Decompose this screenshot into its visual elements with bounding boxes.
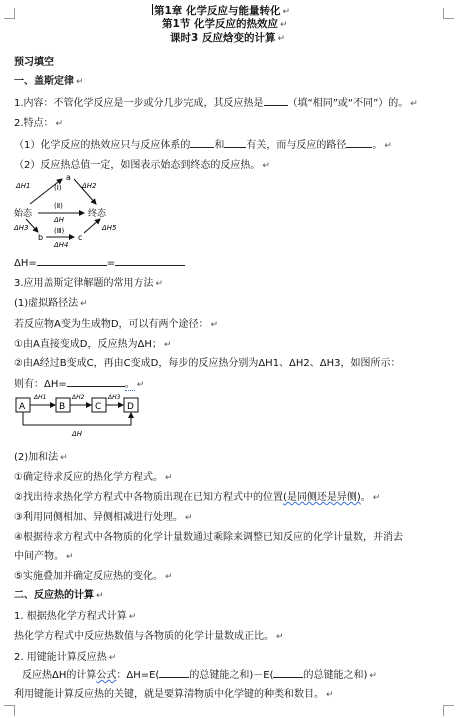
section-title: 第1节 化学反应的热效应 ↵ [162,18,288,30]
calc-item-1-desc: 热化学方程式中反应热数值与各物质的化学计量数成正比。 ↵ [14,631,284,642]
start-state-label: 始态 [14,209,33,219]
dh3-label: ΔH3 [14,224,29,232]
virtual-path-heading: (1)虚拟路径法 ↵ [14,298,88,309]
text-cursor [152,4,153,15]
crop-mark-bottom-right [443,705,454,716]
answer-blank[interactable] [264,96,288,106]
crop-mark-bottom-left [4,705,15,716]
sum-step-3: ③利用同侧相加、异侧相减进行处理。 ↵ [14,512,193,523]
dh-label: ΔH [54,216,65,224]
node-c-label: C [95,402,102,412]
feature-1: （1）化学反应的热效应只与反应体系的 和 有关，而与反应的路径 。 ↵ [14,140,392,151]
answer-blank[interactable] [224,138,246,148]
part2-heading: 二、反应热的计算 ↵ [14,590,104,601]
path-indirect: ②由A经过B变成C，再由C变成D，每步的反应热分别为ΔH1、ΔH2、ΔH3，如图所示： [14,358,401,369]
abcd-dh1-label: ΔH1 [34,394,47,401]
node-c-label: c [78,233,83,242]
abcd-dh3-label: ΔH3 [108,394,121,401]
node-b-label: B [59,402,66,412]
dh5-label: ΔH5 [102,224,117,232]
answer-blank[interactable] [159,668,189,678]
paragraph-mark: ↵ [279,20,288,30]
calc-item-1: 1. 根据热化学方程式计算 ↵ [14,611,137,622]
answer-blank[interactable] [346,138,372,148]
abcd-dh2-label: ΔH2 [72,394,85,401]
reaction-path-diagram [12,172,132,250]
route-2-label: (Ⅱ) [54,202,63,210]
answer-blank[interactable] [115,256,185,266]
method-title: 3.应用盖斯定律解题的常用方法 ↵ [14,278,164,289]
answer-blank[interactable] [37,256,107,266]
sum-method-heading: (2)加和法 ↵ [14,452,68,463]
chapter-title: 第1章 化学反应与能量转化 ↵ [154,5,291,17]
sum-step-4: ④根据待求方程式中各物质的化学计量数通过乘除来调整已知反应的化学计量数，并消去 [14,532,403,543]
dh4-label: ΔH4 [54,241,69,249]
feature-2: （2）反应热总值一定，如图表示始态到终态的反应热。 ↵ [14,160,270,171]
arrow-c-to-end [84,219,100,233]
gaisi-content: 1.内容：不管化学反应是一步或分几步完成，其反应热是 （填“相同”或“不同”）的。 ↵ [14,98,418,109]
route-1-label: (Ⅰ) [54,184,62,192]
abcd-path-diagram [12,392,142,440]
sum-step-4-cont: 中间产物。 ↵ [14,551,74,562]
arrow-a-to-d [23,412,131,425]
path-equation: 则有：ΔH= 。 ↵ [14,379,145,390]
paragraph-mark: ↵ [277,34,286,44]
node-d-label: D [127,402,134,412]
sum-step-1: ①确定待求反应的热化学方程式。 ↵ [14,472,173,483]
bond-energy-note: 利用键能计算反应热的关键，就是要算清物质中化学键的种类和数目。 ↵ [14,689,334,700]
node-a-label: a [66,173,71,182]
answer-blank[interactable] [67,377,125,387]
virtual-path-desc: 若反应物A变为生成物D，可以有两个途径： ↵ [14,319,219,330]
preview-heading: 预习填空 [14,57,54,68]
crop-mark-top-right [443,8,454,19]
node-b-label: b [38,233,44,242]
dh2-label: ΔH2 [82,182,97,190]
paragraph-mark: ↵ [282,7,291,17]
end-state-label: 终态 [88,209,107,219]
node-a-label: A [19,402,26,412]
features-label: 2.特点： ↵ [14,118,64,129]
part1-heading: 一、盖斯定律 ↵ [14,76,84,87]
delta-h-equation: ΔH= = [14,256,185,270]
answer-blank[interactable] [273,668,303,678]
crop-mark-top-left [4,8,15,19]
path-direct: ①由A直接变成D，反应热为ΔH； ↵ [14,339,172,350]
bond-energy-formula: 反应热ΔH的计算公式：ΔH=E( 的总键能之和)－E( 的总键能之和) ↵ [22,670,377,681]
route-3-label: (Ⅲ) [54,227,65,235]
abcd-dh-label: ΔH [72,430,83,438]
sum-step-5: ⑤实施叠加并确定反应热的变化。 ↵ [14,571,173,582]
calc-item-2: 2. 用键能计算反应热 ↵ [14,652,117,663]
answer-blank[interactable] [190,138,214,148]
dh1-label: ΔH1 [16,182,31,190]
lesson-title: 课时3 反应焓变的计算 ↵ [170,32,286,44]
sum-step-2: ②找出待求热化学方程式中各物质出现在已知方程式中的位置(是同侧还是异侧)。 ↵ [14,492,381,503]
